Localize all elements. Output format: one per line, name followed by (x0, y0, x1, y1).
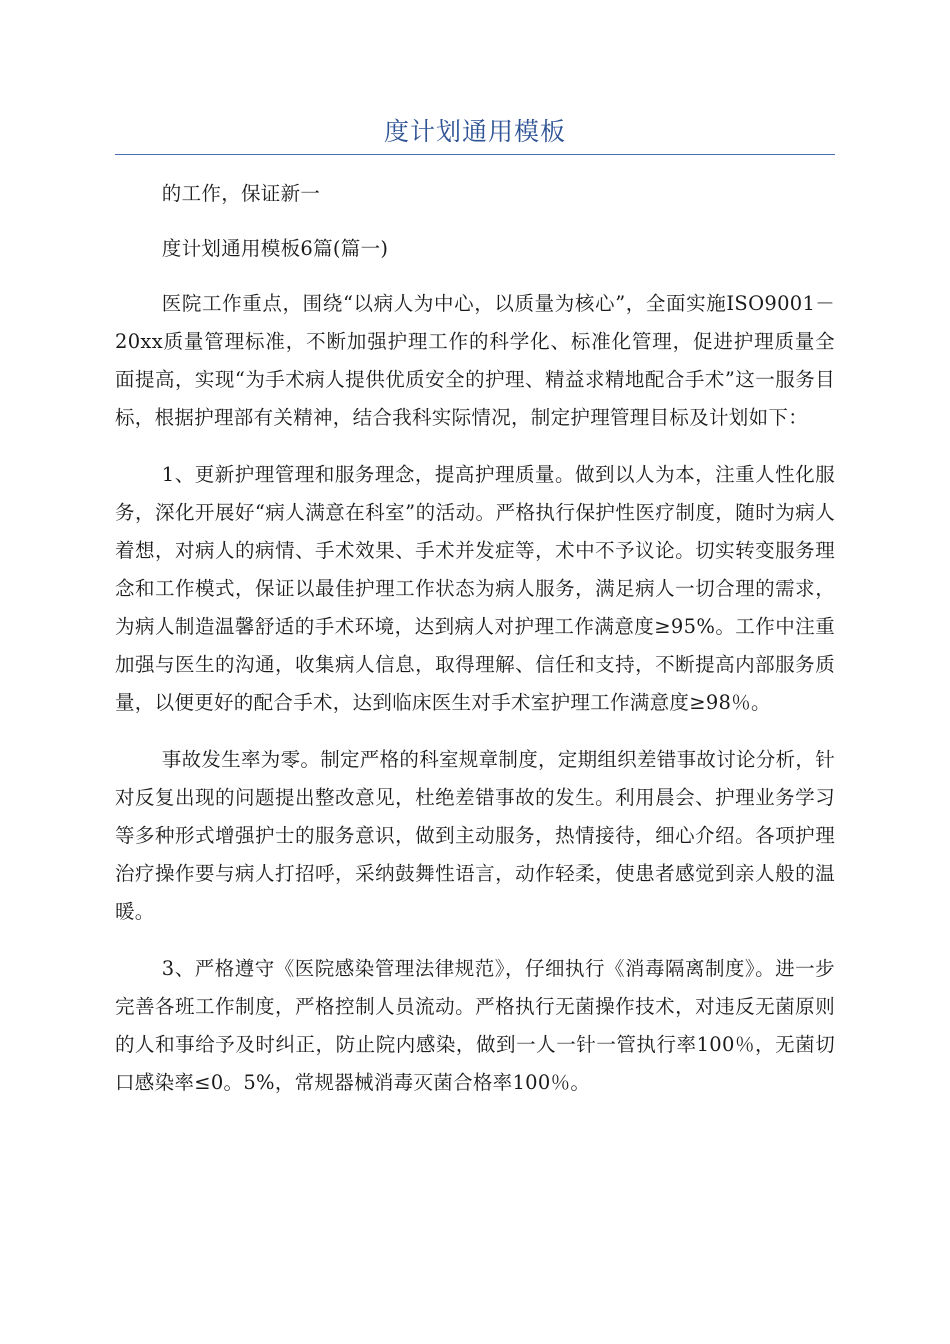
paragraph-fragment: 的工作，保证新一 (161, 182, 321, 205)
paragraph-item-2: 事故发生率为零。制定严格的科室规章制度，定期组织差错事故讨论分析，针对反复出现的问题提出整改意见，杜绝差错事故的发生。利用晨会、护理业务学习等多种形式增强护士的服务意识，做到主动服务，热情接待，细心介绍。各项护理治疗操作要与病人打招呼，采纳鼓舞性语言，动作轻柔，使患者感觉到亲人般的温暖。 (115, 748, 835, 923)
paragraph-item-1: 1、更新护理管理和服务理念，提高护理质量。做到以人为本，注重人性化服务，深化开展好“病人满意在科室”的活动。严格执行保护性医疗制度，随时为病人着想，对病人的病情、手术效果、手术并发症等，术中不予议论。切实转变服务理念和工作模式，保证以最佳护理工作状态为病人服务，满足病人一切合理的需求，为病人制造温馨舒适的手术环境，达到病人对护理工作满意度≥95%。工作中注重加强与医生的沟通，收集病人信息，取得理解、信任和支持，不断提高内部服务质量，以便更好的配合手术，达到临床医生对手术室护理工作满意度≥98％。 (115, 463, 835, 714)
paragraph-intro: 医院工作重点，围绕“以病人为中心，以质量为核心”，全面实施ISO9001－20xx质量管理标准，不断加强护理工作的科学化、标准化管理，促进护理质量全面提高，实现“为手术病人提供优质安全的护理、精益求精地配合手术”这一服务目标，根据护理部有关精神，结合我科实际情况，制定护理管理目标及计划如下： (115, 292, 835, 429)
document-body (115, 175, 835, 1121)
document-title: 度计划通用模板 (383, 117, 566, 146)
section-heading: 度计划通用模板6篇(篇一) (161, 237, 389, 260)
paragraph-item-3: 3、严格遵守《医院感染管理法律规范》，仔细执行《消毒隔离制度》。进一步完善各班工作制度，严格控制人员流动。严格执行无菌操作技术，对违反无菌原则的人和事给予及时纠正，防止院内感染，做到一人一针一管执行率100％，无菌切口感染率≤0。5%，常规器械消毒灭菌合格率100％。 (115, 957, 835, 1094)
title-underline (115, 154, 835, 155)
